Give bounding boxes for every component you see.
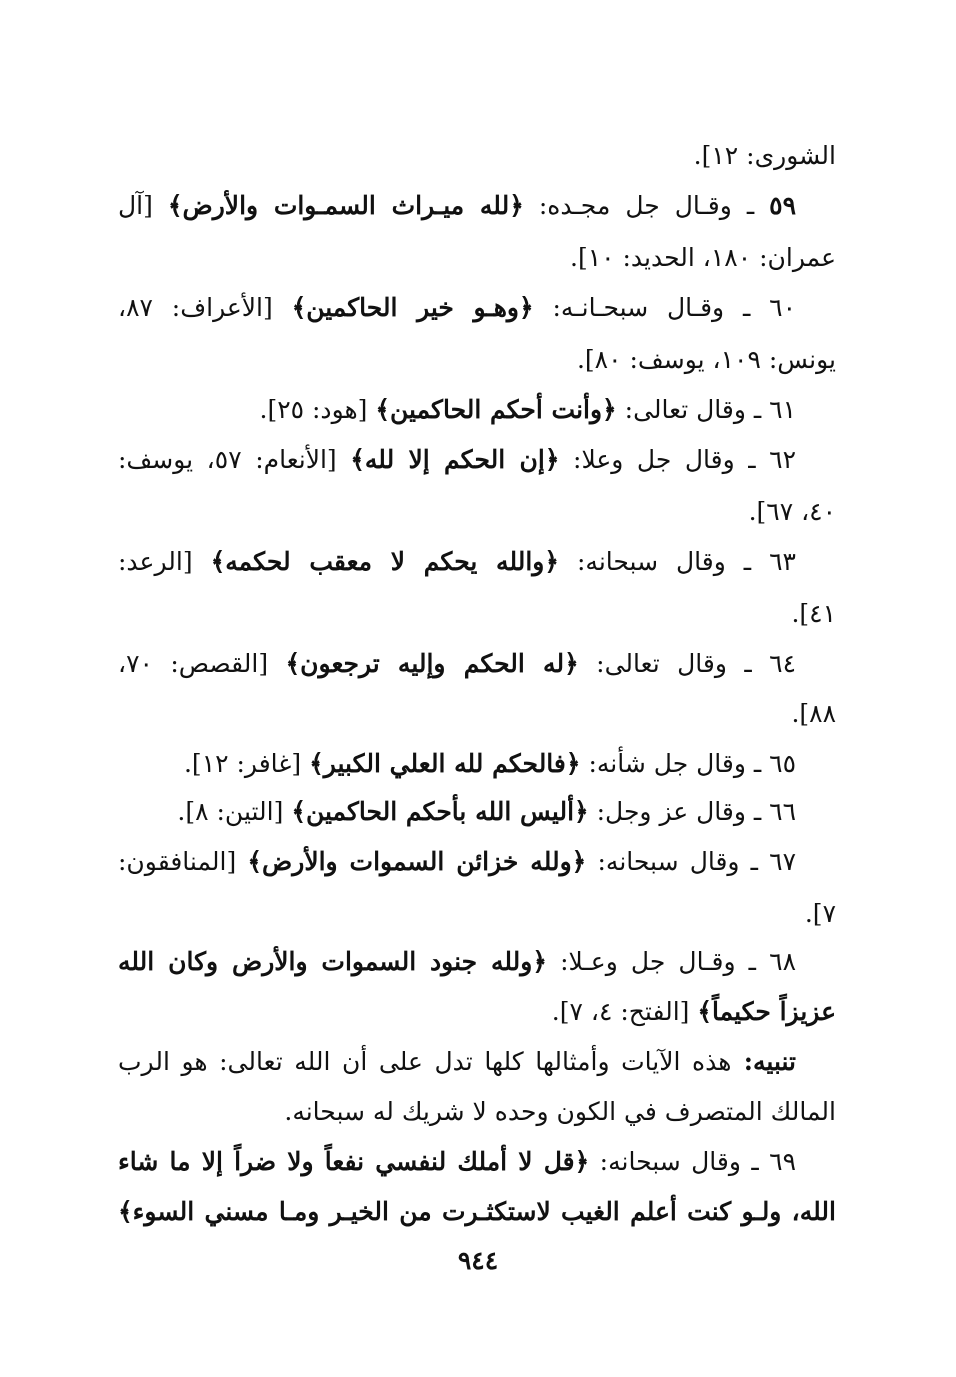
quoted-verse: ﴿لله ميـراث السمـوات والأرض﴾ (167, 191, 524, 220)
line-text: ٦٠ ـ وقـال سبحـانـه: (533, 293, 796, 322)
text-line (118, 444, 796, 476)
text-line (118, 996, 836, 1028)
text-line (118, 846, 796, 878)
text-line (118, 748, 796, 780)
text-line (118, 648, 796, 680)
quoted-verse: عزيزاً حكيماً﴾ (697, 997, 836, 1026)
line-text: الشورى: ١٢]. (693, 141, 836, 170)
line-text: ٦٥ ـ وقال جل شأنه: (580, 749, 796, 778)
text-line (118, 1146, 796, 1178)
line-text: ٨٨]. (791, 699, 836, 728)
text-line (118, 698, 836, 730)
text-line (118, 898, 836, 930)
quoted-verse: ﴿إن الحكم إلا لله﴾ (350, 445, 560, 474)
line-text: ـ وقـال جل مجـده: (523, 191, 770, 220)
line-text: ٧]. (804, 899, 836, 928)
line-text: ٦٣ ـ وقال سبحانه: (559, 547, 796, 576)
line-text: [هود: ٢٥]. (259, 395, 376, 424)
line-text: [آل (118, 191, 168, 220)
line-text: ٦٩ ـ وقال سبحانه: (589, 1147, 796, 1176)
quoted-verse: ﴿وأنت أحكم الحاكمين﴾ (375, 395, 617, 424)
line-text: عمران: ١٨٠، الحديد: ١٠]. (570, 243, 836, 272)
text-line (118, 394, 796, 426)
text-line (118, 546, 796, 578)
quoted-verse: ﴿أليس الله بأحكم الحاكمين﴾ (291, 797, 589, 826)
quoted-verse: الله، ولـو كنت أعلم الغيب لاستكثـرت من الخيـر ومـا مسني السوء﴾ (118, 1197, 836, 1226)
line-text: هذه الآيات وأمثالها كلها تدل على أن الله تعالى: هو الرب (118, 1047, 732, 1076)
line-text: [الرعد: (118, 547, 211, 576)
quoted-verse: تنبيه: (731, 1047, 796, 1076)
quoted-verse: ﴿والله يحكم لا معقب لحكمه﴾ (210, 547, 560, 576)
line-text: المالك المتصرف في الكون وحده لا شريك له سبحانه. (284, 1097, 836, 1126)
quoted-verse: ﴿له الحكم وإليه ترجعون﴾ (285, 649, 579, 678)
quoted-verse: ﴿قل لا أملك لنفسي نفعاً ولا ضراً إلا ما شاء (118, 1147, 590, 1176)
quoted-verse: ﴿ولله جنود السموات والأرض وكان الله (118, 947, 547, 976)
line-text: [غافر: ١٢]. (183, 749, 310, 778)
line-text: ٤٠، ٦٧]. (748, 497, 836, 526)
quoted-verse: ﴿ولله خزائن السموات والأرض﴾ (247, 847, 587, 876)
text-line (118, 1196, 836, 1228)
line-text: [الأنعام: ٥٧، يوسف: (118, 445, 351, 474)
line-text: ٦٧ ـ وقال سبحانه: (586, 847, 797, 876)
text-line (118, 946, 796, 978)
page-number: ٩٤٤ (457, 1246, 499, 1275)
line-text: [الأعراف: ٨٧، (118, 293, 292, 322)
line-text: [الفتح: ٤، ٧]. (551, 997, 698, 1026)
line-text: ٦١ ـ وقال تعالى: (616, 395, 796, 424)
line-text: [القصص: ٧٠، (118, 649, 286, 678)
line-text: [المنافقون: (118, 847, 248, 876)
text-line (118, 1096, 836, 1128)
quoted-verse: ٥٩ (769, 191, 796, 220)
text-line (118, 140, 836, 172)
line-text: [التين: ٨]. (177, 797, 292, 826)
line-text: ٦٤ ـ وقال تعالى: (578, 649, 796, 678)
text-line (118, 496, 836, 528)
line-text: يونس: ١٠٩، يوسف: ٨٠]. (576, 345, 836, 374)
text-line (118, 292, 796, 324)
line-text: ٦٢ ـ وقال جل وعلا: (559, 445, 796, 474)
line-text: ٤١]. (791, 599, 836, 628)
line-text: ٦٦ ـ وقال عز وجل: (588, 797, 796, 826)
text-line (118, 598, 836, 630)
text-line (118, 190, 796, 222)
text-line (118, 344, 836, 376)
quoted-verse: ﴿فالحكم لله العلي الكبير﴾ (309, 749, 581, 778)
text-line (118, 242, 836, 274)
text-line (118, 1046, 796, 1078)
quoted-verse: ﴿وهـو خير الحاكمين﴾ (291, 293, 534, 322)
line-text: ٦٨ ـ وقـال جل وعـلا: (546, 947, 796, 976)
text-line (118, 796, 796, 828)
